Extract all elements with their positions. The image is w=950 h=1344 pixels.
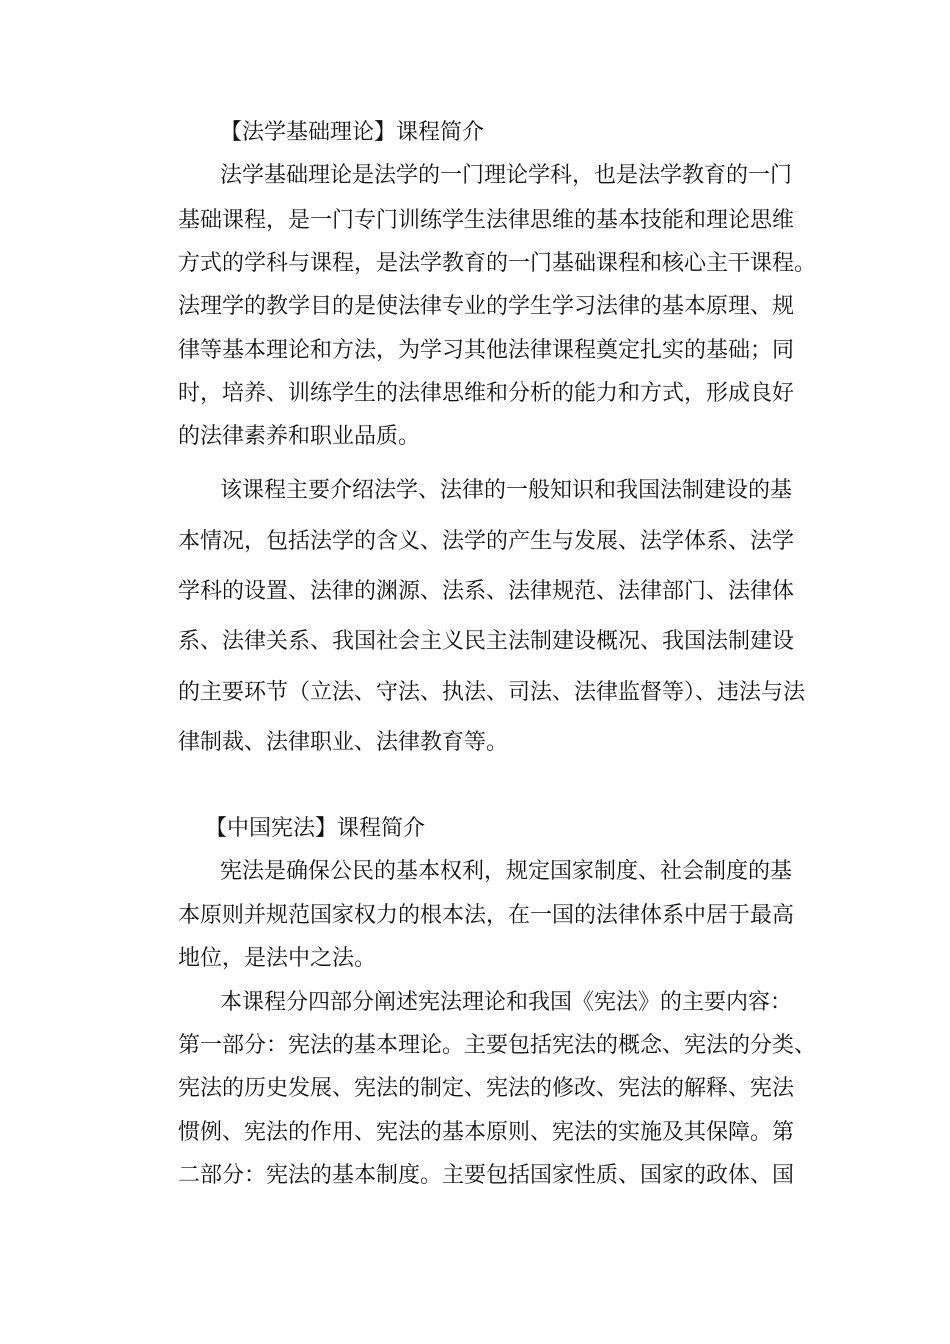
paragraph-line: 二部分：宪法的基本制度。主要包括国家性质、国家的政体、国 [178,1163,795,1188]
paragraph-line: 基础课程，是一门专门训练学生法律思维的基本技能和理论思维 [178,208,795,233]
paragraph-line: 本课程分四部分阐述宪法理论和我国《宪法》的主要内容： [220,990,793,1015]
paragraph-line: 本原则并规范国家权力的根本法，在一国的法律体系中居于最高 [178,903,795,928]
paragraph-line: 宪法是确保公民的基本权利，规定国家制度、社会制度的基 [220,859,793,884]
paragraph-line: 学科的设置、法律的渊源、法系、法律规范、法律部门、法律体 [178,579,795,604]
paragraph-line: 的主要环节（立法、守法、执法、司法、法律监督等）、违法与法 [178,680,806,705]
paragraph-line: 惯例、宪法的作用、宪法的基本原则、宪法的实施及其保障。第 [178,1120,795,1145]
section-heading-jurisprudence: 【法学基础理论】课程简介 [220,120,485,145]
section-heading-constitution: 【中国宪法】课程简介 [205,816,426,841]
paragraph-line: 方式的学科与课程，是法学教育的一门基础课程和核心主干课程。 [178,251,817,276]
paragraph-line: 第一部分：宪法的基本理论。主要包括宪法的概念、宪法的分类、 [178,1033,817,1058]
paragraph-line: 时，培养、训练学生的法律思维和分析的能力和方式，形成良好 [178,381,795,406]
paragraph-line: 该课程主要介绍法学、法律的一般知识和我国法制建设的基 [220,478,793,503]
paragraph-line: 系、法律关系、我国社会主义民主法制建设概况、我国法制建设 [178,629,795,654]
paragraph-line: 法学基础理论是法学的一门理论学科，也是法学教育的一门 [220,163,793,188]
paragraph-line: 律等基本理论和方法，为学习其他法律课程奠定扎实的基础；同 [178,338,795,363]
paragraph-line: 的法律素养和职业品质。 [178,424,421,449]
paragraph-line: 法理学的教学目的是使法律专业的学生学习法律的基本原理、规 [178,294,795,319]
paragraph-line: 本情况，包括法学的含义、法学的产生与发展、法学体系、法学 [178,529,795,554]
paragraph-line: 律制裁、法律职业、法律教育等。 [178,730,509,755]
paragraph-line: 宪法的历史发展、宪法的制定、宪法的修改、宪法的解释、宪法 [178,1076,795,1101]
paragraph-line: 地位，是法中之法。 [178,946,377,971]
